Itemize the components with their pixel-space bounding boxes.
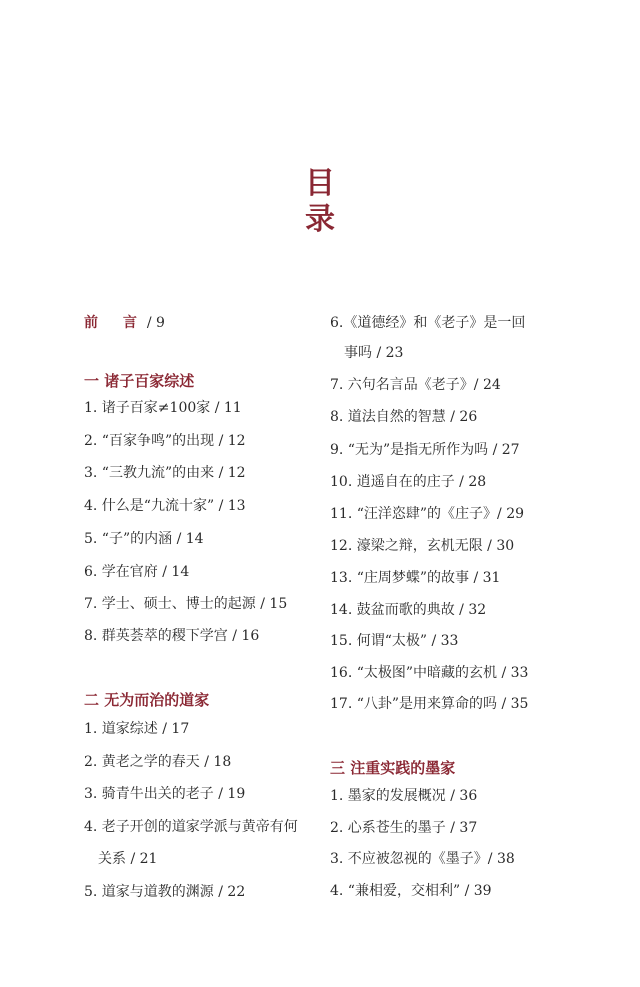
toc-item[interactable]: 8. 道法自然的智慧 / 26 bbox=[330, 409, 478, 425]
toc-item[interactable]: 10. 逍遥自在的庄子 / 28 bbox=[330, 474, 487, 490]
toc-item[interactable]: 3. 不应被忽视的《墨子》/ 38 bbox=[330, 851, 515, 867]
title-char-1: 目 bbox=[305, 166, 335, 201]
toc-item[interactable]: 1. 道家综述 / 17 bbox=[84, 721, 190, 737]
section-heading-3[interactable]: 三 注重实践的墨家 bbox=[330, 759, 456, 777]
toc-item[interactable]: 12. 濠梁之辩，玄机无限 / 30 bbox=[330, 538, 515, 554]
toc-item[interactable]: 7. 学士、硕士、博士的起源 / 15 bbox=[84, 596, 288, 612]
page-title bbox=[0, 166, 640, 238]
toc-item[interactable]: 6.《道德经》和《老子》是一回 bbox=[330, 315, 526, 331]
toc-item[interactable]: 4. 什么是“九流十家” / 13 bbox=[84, 498, 246, 514]
toc-item[interactable]: 16. “太极图”中暗藏的玄机 / 33 bbox=[330, 665, 529, 681]
toc-item[interactable]: 11. “汪洋恣肆”的《庄子》/ 29 bbox=[330, 506, 525, 522]
toc-item[interactable]: 3. “三教九流”的由来 / 12 bbox=[84, 465, 246, 481]
toc-item[interactable]: 15. 何谓“太极” / 33 bbox=[330, 633, 459, 649]
toc-item[interactable]: 2. 心系苍生的墨子 / 37 bbox=[330, 820, 478, 836]
toc-item[interactable]: 7. 六句名言品《老子》/ 24 bbox=[330, 377, 501, 393]
toc-item[interactable]: 2. “百家争鸣”的出现 / 12 bbox=[84, 433, 246, 449]
toc-item-continued[interactable]: 关系 / 21 bbox=[98, 851, 158, 867]
section-heading-1[interactable]: 一 诸子百家综述 bbox=[84, 372, 195, 390]
toc-item[interactable]: 6. 学在官府 / 14 bbox=[84, 564, 190, 580]
title-char-2: 录 bbox=[305, 202, 335, 237]
toc-item[interactable]: 3. 骑青牛出关的老子 / 19 bbox=[84, 786, 246, 802]
toc-item[interactable]: 4. 老子开创的道家学派与黄帝有何 bbox=[84, 819, 298, 835]
preface-page: / 9 bbox=[146, 315, 165, 331]
toc-preface[interactable] bbox=[84, 313, 165, 333]
preface-label: 前 言 bbox=[84, 315, 147, 331]
toc-item[interactable]: 1. 诸子百家≠100家 / 11 bbox=[84, 400, 242, 416]
toc-item[interactable]: 5. 道家与道教的渊源 / 22 bbox=[84, 884, 246, 900]
toc-item[interactable]: 5. “子”的内涵 / 14 bbox=[84, 531, 204, 547]
section-heading-2[interactable]: 二 无为而治的道家 bbox=[84, 691, 210, 709]
toc-item[interactable]: 4. “兼相爱，交相利” / 39 bbox=[330, 883, 492, 899]
toc-item[interactable]: 2. 黄老之学的春天 / 18 bbox=[84, 754, 232, 770]
toc-item[interactable]: 9. “无为”是指无所作为吗 / 27 bbox=[330, 442, 520, 458]
toc-item[interactable]: 1. 墨家的发展概况 / 36 bbox=[330, 788, 478, 804]
toc-item[interactable]: 17. “八卦”是用来算命的吗 / 35 bbox=[330, 696, 529, 712]
toc-item[interactable]: 8. 群英荟萃的稷下学宫 / 16 bbox=[84, 628, 260, 644]
toc-item[interactable]: 13. “庄周梦蝶”的故事 / 31 bbox=[330, 570, 501, 586]
toc-item-continued[interactable]: 事吗 / 23 bbox=[344, 345, 404, 361]
toc-item[interactable]: 14. 鼓盆而歌的典故 / 32 bbox=[330, 602, 487, 618]
